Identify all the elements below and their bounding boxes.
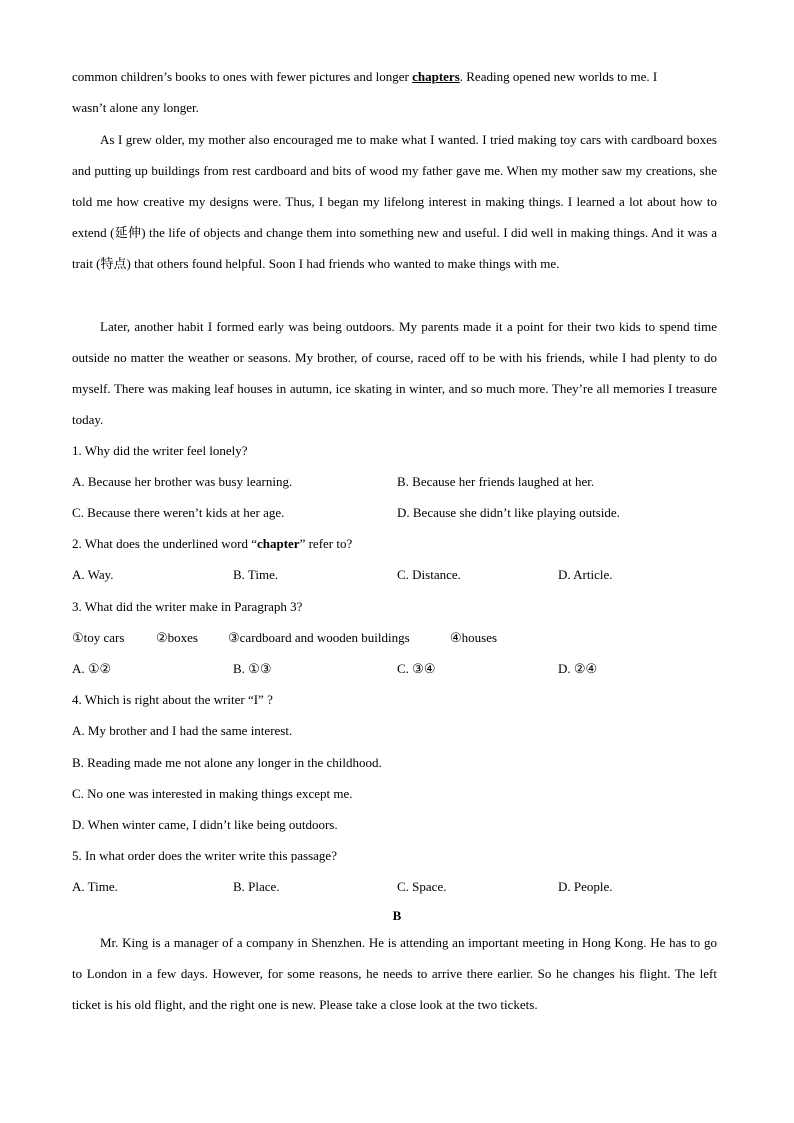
question-3-option-a: A. ①② [72,661,112,676]
question-3-option-b: B. ①③ [233,661,272,676]
question-4-option-c: C. No one was interested in making things except me. [72,786,353,801]
section-b-title: B [392,908,402,923]
text: . Reading opened new worlds to me. I [459,69,658,84]
question-2-option-b: B. Time. [233,567,279,582]
passage-a-line-2: wasn’t alone any longer. [72,100,199,115]
passage-a-line-1 [72,68,657,86]
question-5-option-a: A. Time. [72,879,118,894]
question-3-stem: 3. What did the writer make in Paragraph 3? [72,599,303,614]
question-1-option-b: B. Because her friends laughed at her. [397,474,595,489]
question-5-option-c: C. Space. [397,879,447,894]
question-5-option-b: B. Place. [233,879,280,894]
passage-b-paragraph-1: Mr. King is a manager of a company in Shenzhen. He is attending an important meeting in Hong Kong. He has to go to London in a few days. However, for some reasons, he needs to arrive there earlier. So he changes his flight. The left ticket is his old flight, and the right one is new. Please take a close look at the two tickets. [72,935,717,1012]
question-1-option-d: D. Because she didn’t like playing outside. [397,505,620,520]
question-1-option-c: C. Because there weren’t kids at her age. [72,505,285,520]
question-2-option-a: A. Way. [72,567,114,582]
question-3-option-d: D. ②④ [558,661,598,676]
question-1-option-a: A. Because her brother was busy learning. [72,474,293,489]
question-4-option-d: D. When winter came, I didn’t like being outdoors. [72,817,338,832]
question-3-option-c: C. ③④ [397,661,436,676]
text: ” refer to? [299,536,353,551]
question-3-item-1: ①toy cars [72,630,125,645]
question-4-option-a: A. My brother and I had the same interest. [72,723,293,738]
question-4-stem: 4. Which is right about the writer “I” ? [72,692,273,707]
question-2-option-c: C. Distance. [397,567,461,582]
question-3-item-4: ④houses [450,630,498,645]
question-2-stem [72,535,352,553]
question-4-option-b: B. Reading made me not alone any longer in the childhood. [72,755,382,770]
question-5-option-d: D. People. [558,879,613,894]
question-5-stem: 5. In what order does the writer write this passage? [72,848,337,863]
question-3-item-3: ③cardboard and wooden buildings [228,630,410,645]
question-3-item-2: ②boxes [156,630,198,645]
passage-a-paragraph-2: As I grew older, my mother also encouraged me to make what I wanted. I tried making toy cars with cardboard boxes and putting up buildings from rest cardboard and bits of wood my father gave me. When my mother saw my creations, she told me how creative my designs were. Thus, I began my lifelong interest in making things. I learned a lot about how to extend (延伸) the life of objects and change them into something new and useful. I did well in making things. And it was a trait (特点) that others found helpful. Soon I had friends who wanted to make things with me. [72,132,717,271]
passage-a-paragraph-3: Later, another habit I formed early was being outdoors. My parents made it a point for their two kids to spend time outside no matter the weather or seasons. My brother, of course, raced off to be with his friends, while I had plenty to do myself. There was making leaf houses in autumn, ice skating in winter, and so much more. They’re all memories I treasure today. [72,319,717,427]
text: common children’s books to ones with fewer pictures and longer [72,69,413,84]
bold-word-chapter: chapter [256,536,300,551]
underlined-word-chapters: chapters [412,69,460,84]
text: 2. What does the underlined word “ [72,536,257,551]
question-1-stem: 1. Why did the writer feel lonely? [72,443,248,458]
question-2-option-d: D. Article. [558,567,613,582]
